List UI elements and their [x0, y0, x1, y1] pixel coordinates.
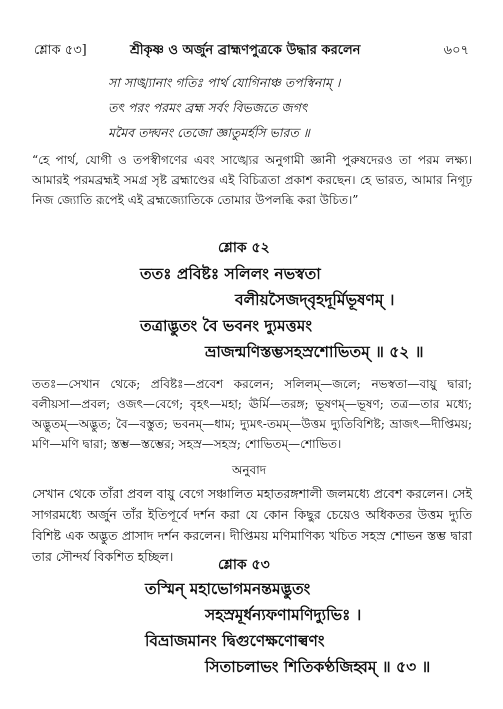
header-verse-ref: শ্লোক ৫৩] [34, 43, 87, 58]
sanskrit-verse-line: ততঃ প্রবিষ্টঃ সলিলং নভস্বতা [140, 264, 321, 283]
sanskrit-verse-line: তস্মিন্ মহাভোগমনন্তমদ্ভুতং [145, 579, 311, 598]
sanskrit-verse-line: ভ্রাজন্মণিস্তম্ভসহস্রশোভিতম্ ॥ ৫২ ॥ [205, 342, 424, 361]
header-page-number: ৬০৭ [443, 43, 469, 58]
verse-heading: শ্লোক ৫৩ [218, 557, 270, 573]
commentary-paragraph: “হে পার্থ, যোগী ও তপস্বীগণের এবং সাঙ্খ্যের অনুগামী জ্ঞানী পুরুষদেরও তা পরম লক্ষ্য। আমারই পরমব্রহ্মই সমগ্র সৃষ্ট ব্রহ্মাণ্ডের এই বিচিত্রতা প্রকাশ করছেন। হে ভারত, আমার নিগূঢ় নিজ জ্যোতি রূপেই এই ব্রহ্মজ্যোতিকে তোমার উপলব্ধি করা উচিত।” [32, 153, 472, 207]
sanskrit-verse-line: তত্রাদ্ভুতং বৈ ভবনং দ্যুমত্তমং [140, 316, 313, 335]
translation-label: অনুবাদ [232, 463, 267, 477]
quoted-verse-line: মমৈব তদ্ঘনং তেজো জ্ঞাতুমর্হসি ভারত ॥ [108, 125, 310, 140]
sanskrit-verse-line: সহস্রমূর্ধন্যফণামণিদ্যুভিঃ । [205, 605, 362, 624]
quoted-verse-line: তৎ পরং পরমং ব্রহ্ম সর্বং বিভজতে জগৎ [108, 100, 308, 115]
quoted-verse-line: সা সাঙ্খ্যানাং গতিঃ পার্থ যোগিনাঞ্চ তপস্বিনাম্ । [108, 75, 341, 90]
sanskrit-verse-line: সিতাচলাভং শিতিকণ্ঠজিহ্বম্ ॥ ৫৩ ॥ [205, 657, 431, 676]
synonyms-paragraph: ততঃ—সেখান থেকে; প্রবিষ্টঃ—প্রবেশ করলেন; সলিলম্—জলে; নভস্বতা—বায়ু দ্বারা; বলীয়সা—প্রবল; ওজৎ—বেগে; বৃহৎ—মহা; ঊর্মি—তরঙ্গ; ভূষণম্—ভূষণ; তত্র—তার মধ্যে; অদ্ভুতম্—অদ্ভুত; বৈ—বস্তুত; ভবনম্—ধাম; দ্যুমৎ-তমম্—উত্তম দ্যুতিবিশিষ্ট; ভ্রাজৎ—দীপ্তিময়; মণি—মণি দ্বারা; স্তম্ভ—স্তম্ভের; সহস্র—সহস্র; শোভিতম্—শোভিত। [32, 377, 472, 451]
sanskrit-verse-line: বিভ্রাজমানং দ্বিগুণেক্ষণোল্বণং [145, 631, 325, 650]
translation-paragraph: সেখান থেকে তাঁরা প্রবল বায়ু বেগে সঞ্চালিত মহাতরঙ্গশালী জলমধ্যে প্রবেশ করলেন। সেই সাগরমধ্যে অর্জুন তাঁর ইতিপূর্বে দর্শন করা যে কোন কিছুর চেয়েও অধিকতর উত্তম দ্যুতি বিশিষ্ট এক অদ্ভুত প্রাসাদ দর্শন করলেন। দীপ্তিময় মণিমাণিক্য খচিত সহস্র শোভন স্তম্ভ দ্বারা তার সৌন্দর্য বিকশিত হচ্ছিল। [32, 486, 472, 564]
sanskrit-verse-line: বলীয়সৈজদ্‌বৃহদূর্মিভূষণম্ । [235, 290, 395, 309]
header-chapter-title: শ্রীকৃষ্ণ ও অর্জুন ব্রাহ্মণপুত্রকে উদ্ধার করলেন [130, 43, 361, 58]
verse-heading: শ্লোক ৫২ [218, 240, 270, 256]
